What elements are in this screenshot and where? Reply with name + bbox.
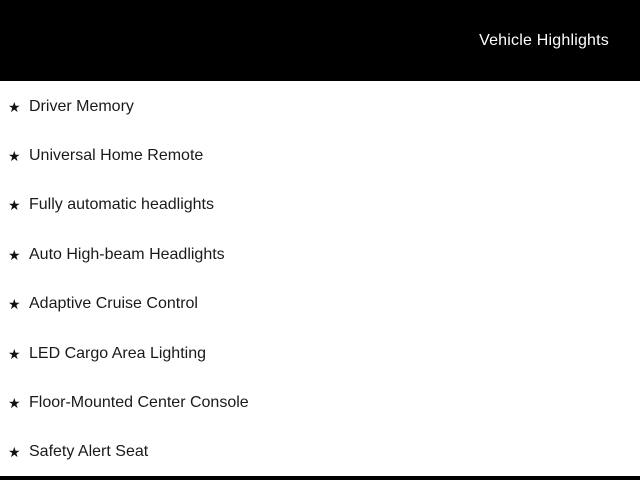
star-icon: ★ [8, 197, 21, 214]
star-icon: ★ [8, 98, 21, 115]
list-item [0, 428, 640, 477]
star-icon: ★ [8, 395, 21, 412]
list-item [0, 131, 640, 180]
star-icon: ★ [8, 444, 21, 461]
list-item-label: LED Cargo Area Lighting [29, 344, 206, 362]
vehicle-highlights-list [0, 82, 640, 477]
list-item-label: Adaptive Cruise Control [29, 295, 198, 313]
list-item-label: Fully automatic headlights [29, 196, 214, 214]
list-item-label: Universal Home Remote [29, 147, 204, 165]
list-item [0, 82, 640, 131]
star-icon: ★ [8, 296, 21, 313]
list-item-label: Auto High-beam Headlights [29, 245, 225, 263]
star-icon: ★ [8, 246, 21, 263]
list-item-label: Driver Memory [29, 97, 134, 115]
list-item [0, 280, 640, 329]
list-item [0, 378, 640, 427]
footer-bar [0, 476, 640, 480]
list-item [0, 181, 640, 230]
header-bar [0, 0, 640, 81]
star-icon: ★ [8, 345, 21, 362]
star-icon: ★ [8, 148, 21, 165]
list-item-label: Floor-Mounted Center Console [29, 394, 249, 412]
list-item-label: Safety Alert Seat [29, 443, 149, 461]
page-title: Vehicle Highlights [479, 31, 609, 49]
list-item [0, 329, 640, 378]
list-item [0, 230, 640, 279]
